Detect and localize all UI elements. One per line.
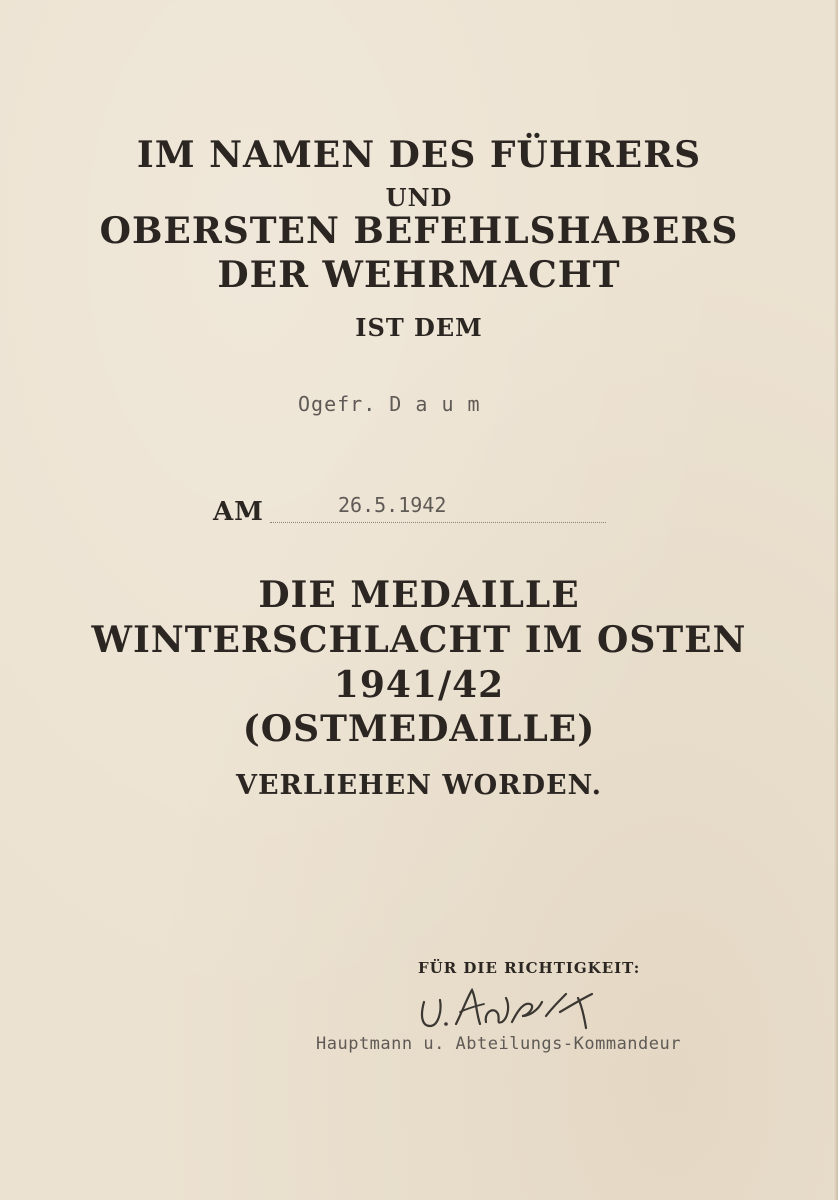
award-date: 26.5.1942 [338,493,447,517]
date-dotted-line [270,522,606,523]
attestation-label: FÜR DIE RICHTIGKEIT: [418,959,641,977]
header-line-und: UND [385,183,453,212]
handwritten-signature [410,982,610,1034]
award-line-winterschlacht: WINTERSCHLACHT IM OSTEN [91,619,747,661]
award-line-verliehen: VERLIEHEN WORDEN. [236,770,602,801]
header-line-befehlshabers: OBERSTEN BEFEHLSHABERS [99,210,739,252]
recipient-name: Ogefr. D a u m [298,392,481,416]
award-line-medaille: DIE MEDAILLE [258,574,580,616]
header-line-fuehrer: IM NAMEN DES FÜHRERS [136,134,702,176]
page-edge [834,0,838,1200]
header-line-wehrmacht: DER WEHRMACHT [217,254,621,296]
date-label: AM [213,497,264,527]
award-line-year: 1941/42 [333,664,505,706]
commander-title: Hauptmann u. Abteilungs-Kommandeur [316,1034,681,1054]
header-line-ist-dem: IST DEM [355,313,483,342]
award-line-ostmedaille: (OSTMEDAILLE) [242,708,596,750]
